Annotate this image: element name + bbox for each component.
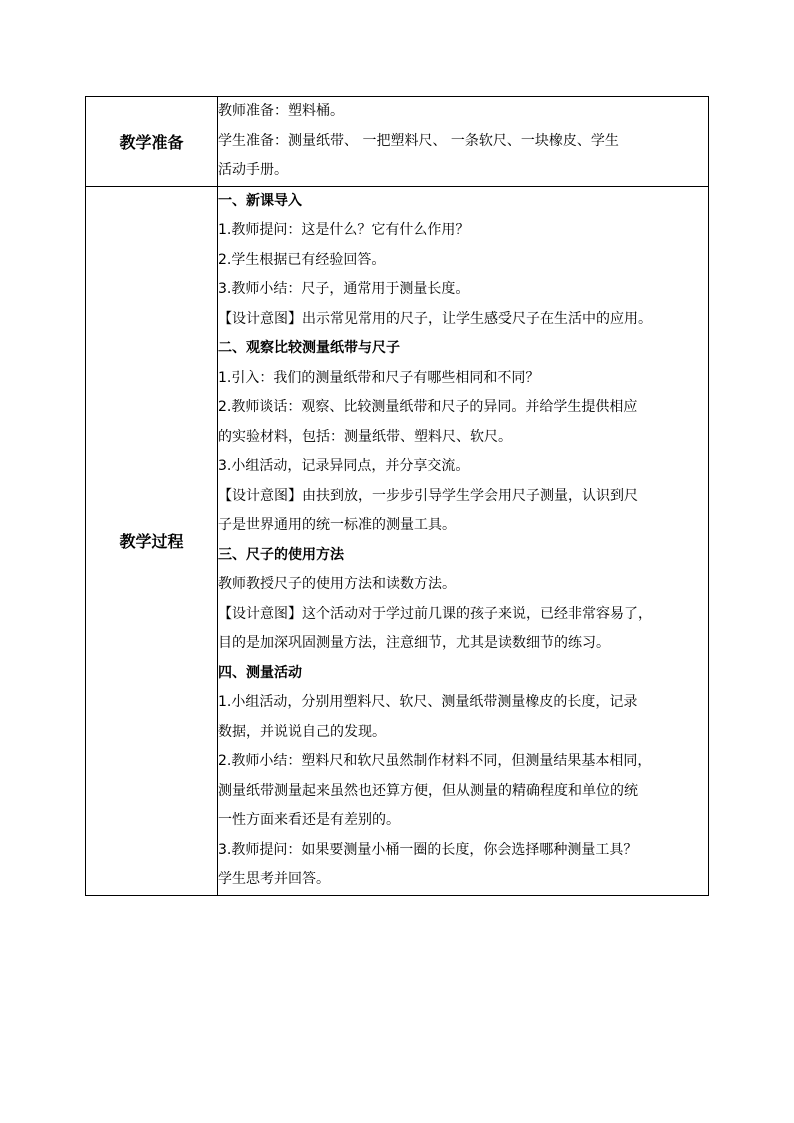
content-line: 活动手册。 (218, 162, 288, 178)
row-label: 教学过程 (86, 186, 218, 895)
content-line: 2.教师小结：塑料尺和软尺虽然制作材料不同，但测量结果基本相同， (218, 753, 652, 769)
content-line: 1.引入：我们的测量纸带和尺子有哪些相同和不同？ (218, 369, 540, 386)
content-line: 一性方面来看还是有差别的。 (218, 812, 400, 828)
content-line: 3.小组活动，记录异同点，并分享交流。 (218, 458, 470, 474)
row-label: 教学准备 (86, 97, 218, 187)
row-content (218, 97, 709, 187)
content-line: 3.教师小结：尺子，通常用于测量长度。 (218, 281, 470, 297)
content-line: 【设计意图】这个活动对于学过前几课的孩子来说，已经非常容易了， (218, 605, 652, 622)
content-line: 2.学生根据已有经验回答。 (218, 251, 386, 268)
content-line: 【设计意图】由扶到放，一步步引导学生学会用尺子测量，认识到尺 (218, 487, 638, 504)
table-row (86, 186, 709, 895)
table-row (86, 97, 709, 187)
section-heading: 四、测量活动 (218, 664, 302, 681)
content-line: 1.小组活动，分别用塑料尺、软尺、测量纸带测量橡皮的长度，记录 (218, 694, 638, 710)
content-line: 学生思考并回答。 (218, 871, 330, 887)
row-content (218, 186, 709, 895)
section-heading: 一、新课导入 (218, 192, 302, 209)
content-line: 目的是加深巩固测量方法，注意细节，尤其是读数细节的练习。 (218, 635, 610, 651)
section-heading: 三、尺子的使用方法 (218, 546, 344, 563)
content-line: 教师准备：塑料桶。 (218, 103, 344, 119)
content-line: 3.教师提问：如果要测量小桶一圈的长度，你会选择哪种测量工具？ (218, 841, 638, 858)
content-line: 子是世界通用的统一标准的测量工具。 (218, 517, 456, 533)
content-line: 教师教授尺子的使用方法和读数方法。 (218, 576, 456, 592)
content-line: 数据，并说说自己的发现。 (218, 723, 386, 740)
section-heading: 二、观察比较测量纸带与尺子 (218, 340, 400, 356)
content-line: 学生准备：测量纸带、 一把塑料尺、 一条软尺、一块橡皮、学生 (218, 132, 619, 149)
content-line: 的实验材料，包括：测量纸带、塑料尺、软尺。 (218, 428, 512, 445)
content-line: 2.教师谈话：观察、比较测量纸带和尺子的异同。并给学生提供相应 (218, 399, 638, 415)
content-line: 测量纸带测量起来虽然也还算方便，但从测量的精确程度和单位的统 (218, 782, 638, 799)
lesson-plan-table (85, 96, 709, 896)
content-line: 1.教师提问：这是什么？它有什么作用？ (218, 222, 470, 238)
content-line: 【设计意图】出示常见常用的尺子，让学生感受尺子在生活中的应用。 (218, 310, 652, 327)
